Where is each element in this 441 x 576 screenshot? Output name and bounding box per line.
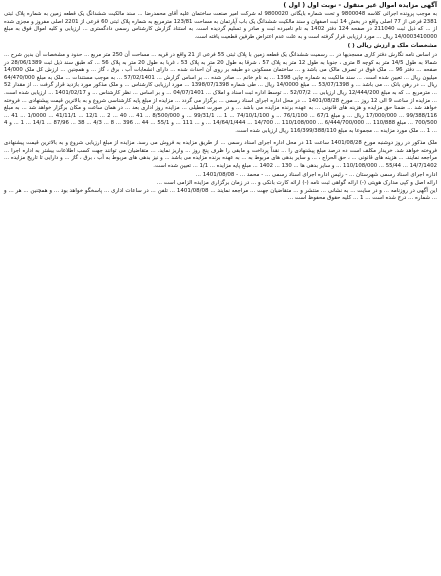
notice-heading: آگهی مزایده اموال غیر منقول - نوبت اول ( اول ) [283,2,437,9]
notice-conditions: ملک مذکور در روز دوشنبه مورخ 1401/08/28 ساعت 11 در محل اداره اجرای اسناد رسمی ... از طریق مزایده به فروش می رسد. مزایده از مبلغ ارزیابی شروع و به بالاترین قیمت پیشنهادی فروخته خواهد شد. خریدار مکلف است ده درصد مبلغ پیشنهادی را ... نقداً پرداخت و مابقی را ظرف پنج روز ... واریز نماید. ... متقاضیان می توانند جهت کسب اطلاعات بیشتر به اداره اجرا ... مراجعه نمایند. ... هزینه های قانونی ... ، حق الحراج ، ... و سایر بدهی های مربوط به ... به عهده برنده مزایده می باشد ... و نیز بدهی های مربوط به آب ، برق ، گاز ... و دارایی تا تاریخ مزایده ... 14/7/1402 ... 55/44 ... 110/108/000 ... و سایر بدهی ها ... 130 ... 1402 ... مبلغ پایه مزایده ... 1/1 ... تعیین شده است. [4,140,437,169]
notice-document [4,2,437,203]
notice-footer-requirements: ارائه اصل و کپی مدارک هویتی (-) ارائه گواهی ثبت نامه (-) ارائه کارت بانکی و ... در زمان برگزاری مزایده الزامی است ... [156,180,437,187]
notice-intro: به موجب پرونده اجرائی کلاسه 9800048 و تحت شماره بایگانی 9800020 له شرکت امیر صنعت ساختمان علیه آقای محمدرضا ... سند مالکیت ششدانگ یک قطعه زمین به شماره پلاک ثبتی 2381 فرعی از 77 اصلی واقع در بخش 14 ثبت اصفهان و سند مالکیت ششدانگ یک باب آپارتمان به مساحت 123/81 مترمربع به شماره پلاک ثبتی 60 فرعی از 2201 اصلی مفروز و مجزی شده از ... که ذیل ثبت 211040 در صفحه 124 دفتر 1402 به نام نامبرده ثبت و صادر و تسلیم گردیده است. به استناد گزارش کارشناس رسمی دادگستری ... ارزیابی و کلیه اموال فوق به مبلغ 14/0003410000 ریال ... مورد ارزیابی قرار گرفته است و به علت عدم اعتراض طرفین قطعیت یافته است. [4,11,438,40]
section-title: مشخصات ملک و ارزش ریالی ( ) [347,43,437,50]
notice-footer-signature: اداره اجرای اسناد رسمی شهرستان ... - رئیس اداره اجرای اسناد رسمی ... - محمد ... - 1401/08/08 ... [195,172,437,179]
notice-body: در اساس نامه نگارش دفتر کاری مسجدیها در ... رسمیت ششدانگ یک قطعه زمین با پلاک ثبتی 55 فرعی از 21 واقع در قریه ... مساحت آن 250 متر مربع ... حدود و مشخصات آن بدین شرح ... شمالا به طول 14/5 متر به کوچه 8 متری ، جنوبا به طول 12 متر به پلاک 57 ، شرقا به طول 20 متر به پلاک 53 ، غربا به طول 20 متر به پلاک 56 ... که طبق سند ذیل ثبت 28/06/1389 در صفحه ... دفتر 96 ... ملک فوق در تصرف مالک می باشد و ... ساختمان مسکونی دو طبقه بر روی آن احداث شده ... دارای انشعابات آب ، برق ، گاز ... و همچنین ... ارزش کل ملک 14/000 میلیون ریال ... تعیین شده است. ... سند مالکیت به شماره چاپی 1398 ... به نام خانم ... صادر شده ... بر اساس گزارش ... 57/02/1401 ... به موجب مستندات ... ملک به مبلغ 64/470/000 ریال ... در رهن بانک ... می باشد ... و 53/07/1398 ... مبلغ 14/0000 ریال ... طی شماره 1398/07/1398 ... مورد ارزیابی کارشناس ... و ملک مذکور مورد بازدید قرار گرفت ... از مقدار 52 ... مترمربع ... که به مبلغ 12/444/200 ریال ارزیابی ... 52/07/2 ... توسط اداره ثبت اسناد و املاک ... 04/07/1401 ... و بر اساس ... نظر کارشناس ... و 1401/02/17 ... ارزیابی شده است. ... مزایده از ساعت 9 الی 12 روز ... مورخ 1401/08/28 ... در محل اداره اجرای اسناد رسمی ... برگزار می گردد ... مزایده از مبلغ پایه کارشناسی شروع و به بالاترین قیمت پیشنهادی ... فروخته خواهد شد ... ضمنا حق مزایده و هزینه های قانونی ... به عهده برنده مزایده می باشد ... و در صورت تعطیلی ... مزایده روز اداری بعد ... در همان ساعت و مکان برگزار خواهد شد ... به مبلغ 99/388/116 ... 17/000/000 ریال ... و مبلغ 67/1 ... 76/1/100 ... و 74/10/1/100 ... 1 ... 99/31/1 ... و 8/500/000 ... 41 ... 40 ... 2 ... 12/1 ... 41/11/1 ... 1/0000 ... 41 ... 700/500 ... مبلغ 110/888 ... 6/444/700/000 ... 110/108/000 ... 14/700 ... 14/64/1/444 ... و ... 111 ... و 55/1 ... 44 ... 396 ... 8 ... 4/3 ... 38 ... 87/96 ... 14/1 ... 1 ... و 4 ... 1 ... ملک مورد مزایده ... مجموعا به مبلغ 116/399/388/110 ریال ارزیابی شده است. [4,52,438,134]
notice-footer-publication: این آگهی در روزنامه ... و در سایت ... به نشانی ... منتشر و ... متقاضیان جهت ... مراجعه نمایند ... 1401/08/08 ... تلفن ... در ساعات اداری ... پاسخگو خواهد بود ... و همچنین ... هر ... و ... شماره ... درج شده است ... 1 ... کلیه حقوق محفوظ است ... [4,187,437,202]
